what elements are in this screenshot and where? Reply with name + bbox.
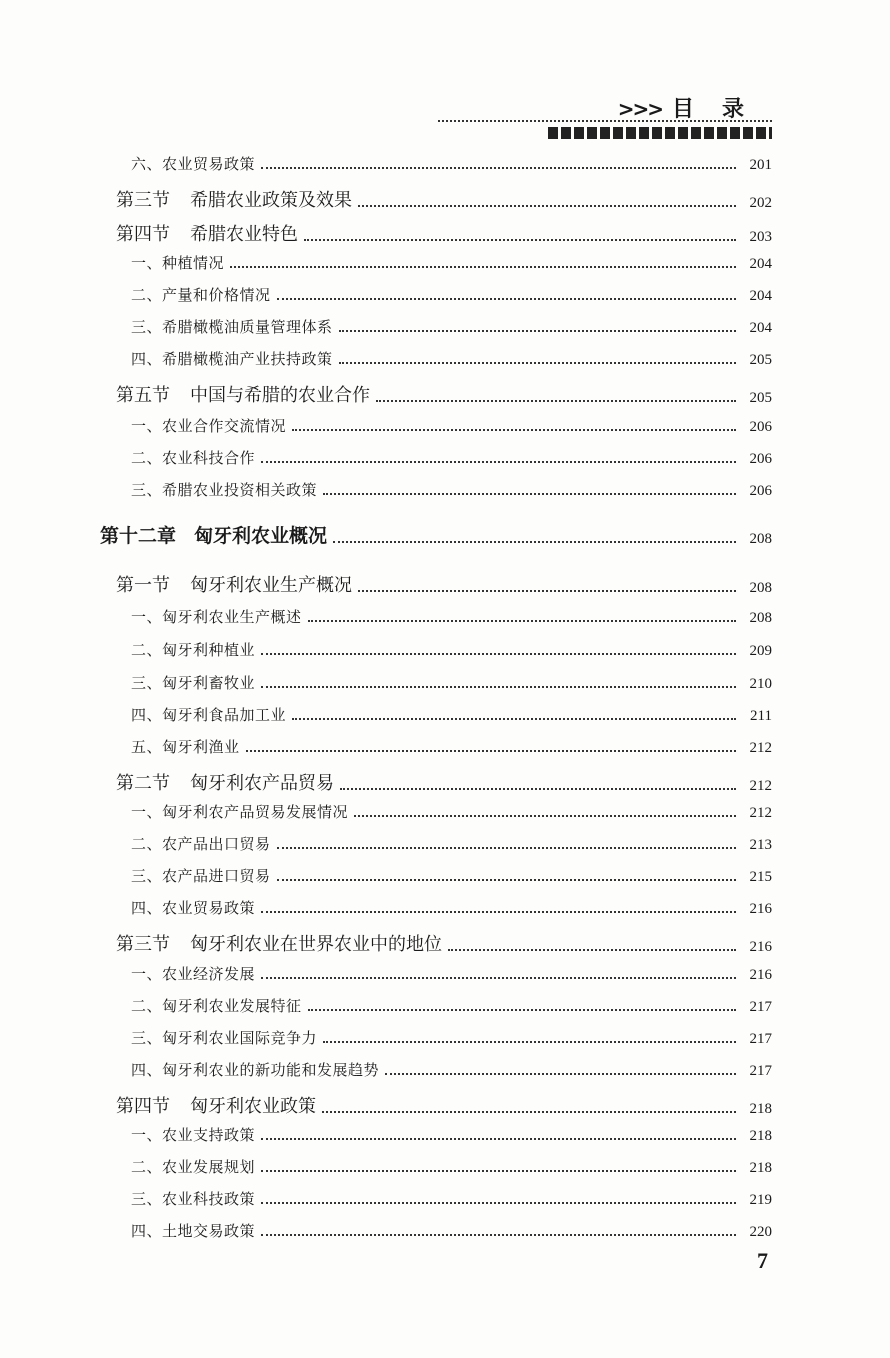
toc-item <box>0 348 890 369</box>
toc-item <box>0 1027 890 1048</box>
toc-entry-label <box>131 606 302 627</box>
toc-page-number: 217 <box>749 999 772 1015</box>
toc-page-number: 215 <box>749 869 772 885</box>
dot-leader <box>261 977 736 979</box>
toc-page-number: 204 <box>749 288 772 304</box>
toc-item <box>0 284 890 305</box>
toc-entry-title: 匈牙利农产品贸易 <box>190 773 334 794</box>
toc-section <box>0 186 890 212</box>
toc-entry-label <box>116 571 352 597</box>
dot-leader <box>292 429 736 431</box>
toc-page-number: 206 <box>749 451 772 467</box>
toc-entry-label <box>131 252 224 273</box>
toc-entry-label <box>131 415 286 436</box>
toc-entry-label <box>131 479 317 500</box>
toc-page-number: 212 <box>749 778 772 794</box>
toc-entry-label <box>131 1124 255 1145</box>
table-of-contents <box>0 153 890 1243</box>
toc-section <box>0 381 890 407</box>
toc-item <box>0 833 890 854</box>
header-dotted-rule <box>438 120 772 122</box>
dot-leader <box>323 1041 736 1043</box>
dot-leader <box>323 493 736 495</box>
toc-entry-title: 一、匈牙利农业生产概述 <box>131 608 302 626</box>
toc-entry-title: 三、匈牙利农业国际竞争力 <box>131 1029 318 1047</box>
dot-leader <box>277 847 736 849</box>
toc-entry-title: 希腊农业特色 <box>190 224 298 245</box>
dot-leader <box>261 653 736 655</box>
toc-page-number: 213 <box>749 837 772 853</box>
header-title: 目录 <box>671 97 772 122</box>
toc-page-number: 209 <box>749 643 772 659</box>
toc-page-number: 206 <box>749 419 772 435</box>
toc-entry-label <box>131 995 302 1016</box>
toc-entry-title: 三、希腊农业投资相关政策 <box>131 481 318 499</box>
toc-page-number: 212 <box>749 740 772 756</box>
toc-page-number: 218 <box>749 1101 772 1117</box>
toc-entry-label <box>131 447 255 468</box>
toc-item <box>0 963 890 984</box>
page-number: 7 <box>757 1248 768 1273</box>
toc-entry-title: 四、希腊橄榄油产业扶持政策 <box>131 350 333 368</box>
toc-entry-title: 二、产量和价格情况 <box>131 286 271 304</box>
dot-leader <box>333 541 736 543</box>
toc-page-number: 202 <box>749 195 772 211</box>
toc-entry-number: 第一节 <box>116 575 170 596</box>
toc-entry-title: 三、农产品进口贸易 <box>131 867 271 885</box>
toc-page-number: 216 <box>749 967 772 983</box>
toc-entry-title: 四、匈牙利农业的新功能和发展趋势 <box>131 1061 380 1079</box>
toc-page-number: 216 <box>749 901 772 917</box>
dot-leader <box>339 362 736 364</box>
toc-item <box>0 704 890 725</box>
toc-entry-label <box>131 284 271 305</box>
toc-section <box>0 930 890 956</box>
toc-item <box>0 252 890 273</box>
dot-leader <box>354 815 736 817</box>
toc-item <box>0 1156 890 1177</box>
toc-entry-number: 第四节 <box>116 224 170 245</box>
toc-entry-label <box>116 1092 316 1118</box>
toc-page-number: 206 <box>749 483 772 499</box>
dot-leader <box>358 590 736 592</box>
toc-entry-label <box>131 316 333 337</box>
toc-item <box>0 606 890 627</box>
toc-entry-number: 第三节 <box>116 934 170 955</box>
dot-leader <box>261 1234 736 1236</box>
header-block-bar <box>548 127 772 139</box>
toc-item <box>0 1220 890 1241</box>
toc-entry-number: 第四节 <box>116 1096 170 1117</box>
dot-leader <box>261 911 736 913</box>
toc-page-number: 208 <box>749 531 772 547</box>
dot-leader <box>230 266 736 268</box>
dot-leader <box>261 1202 736 1204</box>
toc-page-number: 217 <box>749 1063 772 1079</box>
toc-entry-label <box>131 348 333 369</box>
toc-entry-title: 四、农业贸易政策 <box>131 899 256 917</box>
toc-entry-label <box>116 381 370 407</box>
toc-entry-label <box>131 672 255 693</box>
toc-entry-number: 第二节 <box>116 773 170 794</box>
toc-item <box>0 447 890 468</box>
toc-entry-label <box>131 153 255 174</box>
toc-page-number: 211 <box>750 708 772 724</box>
toc-chapter <box>0 521 890 548</box>
dot-leader <box>358 205 736 207</box>
toc-entry-title: 中国与希腊的农业合作 <box>190 385 370 406</box>
toc-page-number: 218 <box>749 1128 772 1144</box>
toc-entry-title: 二、农产品出口贸易 <box>131 835 271 853</box>
toc-entry-title: 匈牙利农业生产概况 <box>190 575 352 596</box>
toc-entry-title: 一、农业经济发展 <box>131 965 256 983</box>
dot-leader <box>261 1138 736 1140</box>
toc-entry-title: 一、农业支持政策 <box>131 1126 256 1144</box>
toc-page-number: 210 <box>749 676 772 692</box>
toc-entry-title: 匈牙利农业在世界农业中的地位 <box>190 934 442 955</box>
toc-entry-title: 二、匈牙利农业发展特征 <box>131 997 302 1015</box>
toc-page-number: 219 <box>749 1192 772 1208</box>
toc-section <box>0 1092 890 1118</box>
toc-entry-label <box>131 639 255 660</box>
dot-leader <box>261 686 736 688</box>
toc-item <box>0 897 890 918</box>
toc-page-number: 218 <box>749 1160 772 1176</box>
toc-item <box>0 1188 890 1209</box>
running-header <box>618 92 772 123</box>
toc-item <box>0 153 890 174</box>
toc-entry-label <box>131 963 255 984</box>
toc-entry-label <box>116 186 352 212</box>
dot-leader <box>261 167 736 169</box>
toc-entry-number: 第三节 <box>116 190 170 211</box>
header-arrows: >>> <box>617 97 662 121</box>
toc-entry-label <box>131 1156 255 1177</box>
toc-entry-label <box>131 1220 255 1241</box>
toc-item <box>0 736 890 757</box>
toc-entry-title: 三、匈牙利畜牧业 <box>131 674 256 692</box>
toc-entry-label <box>131 833 271 854</box>
toc-entry-label <box>116 769 334 795</box>
dot-leader <box>292 718 736 720</box>
toc-entry-label <box>116 930 442 956</box>
toc-section <box>0 571 890 597</box>
toc-entry-title: 四、匈牙利食品加工业 <box>131 706 287 724</box>
dot-leader <box>339 330 736 332</box>
toc-entry-title: 二、农业发展规划 <box>131 1158 256 1176</box>
toc-page-number: 216 <box>749 939 772 955</box>
toc-page-number: 208 <box>749 580 772 596</box>
toc-item <box>0 415 890 436</box>
dot-leader <box>308 1009 736 1011</box>
toc-page-number: 205 <box>749 390 772 406</box>
dot-leader <box>277 298 736 300</box>
toc-entry-title: 六、农业贸易政策 <box>131 155 256 173</box>
toc-entry-title: 三、农业科技政策 <box>131 1190 256 1208</box>
toc-entry-title: 一、种植情况 <box>131 254 225 272</box>
toc-page-number: 220 <box>749 1224 772 1240</box>
toc-entry-label <box>131 736 240 757</box>
toc-entry-label <box>131 1188 255 1209</box>
toc-page-number: 205 <box>749 352 772 368</box>
toc-entry-title: 匈牙利农业政策 <box>190 1096 316 1117</box>
toc-page-number: 201 <box>749 157 772 173</box>
toc-section <box>0 769 890 795</box>
toc-item <box>0 672 890 693</box>
toc-page-number: 204 <box>749 256 772 272</box>
toc-page-number: 217 <box>749 1031 772 1047</box>
toc-entry-title: 一、农业合作交流情况 <box>131 417 287 435</box>
toc-item <box>0 1124 890 1145</box>
dot-leader <box>376 400 736 402</box>
dot-leader <box>340 788 736 790</box>
toc-entry-label <box>131 897 255 918</box>
dot-leader <box>277 879 736 881</box>
toc-page-number: 208 <box>749 610 772 626</box>
toc-item <box>0 479 890 500</box>
toc-entry-number: 第十二章 <box>100 525 177 547</box>
toc-entry-label <box>100 521 327 548</box>
dot-leader <box>304 239 736 241</box>
dot-leader <box>261 1170 736 1172</box>
toc-entry-title: 五、匈牙利渔业 <box>131 738 240 756</box>
toc-entry-label <box>116 220 298 246</box>
toc-entry-title: 匈牙利农业概况 <box>194 525 328 547</box>
toc-item <box>0 1059 890 1080</box>
toc-item <box>0 316 890 337</box>
toc-entry-title: 希腊农业政策及效果 <box>190 190 352 211</box>
toc-item <box>0 995 890 1016</box>
dot-leader <box>448 949 736 951</box>
toc-entry-label <box>131 801 348 822</box>
toc-page-number: 203 <box>749 229 772 245</box>
toc-entry-number: 第五节 <box>116 385 170 406</box>
dot-leader <box>308 620 736 622</box>
toc-section <box>0 220 890 246</box>
dot-leader <box>322 1111 736 1113</box>
toc-page-number: 212 <box>749 805 772 821</box>
dot-leader <box>385 1073 736 1075</box>
toc-entry-title: 一、匈牙利农产品贸易发展情况 <box>131 803 349 821</box>
toc-entry-title: 四、土地交易政策 <box>131 1222 256 1240</box>
toc-entry-title: 二、匈牙利种植业 <box>131 641 256 659</box>
toc-entry-title: 二、农业科技合作 <box>131 449 256 467</box>
toc-entry-label <box>131 704 286 725</box>
toc-item <box>0 639 890 660</box>
toc-item <box>0 801 890 822</box>
toc-entry-title: 三、希腊橄榄油质量管理体系 <box>131 318 333 336</box>
dot-leader <box>246 750 736 752</box>
toc-entry-label <box>131 865 271 886</box>
toc-item <box>0 865 890 886</box>
toc-entry-label <box>131 1059 379 1080</box>
toc-page-number: 204 <box>749 320 772 336</box>
dot-leader <box>261 461 736 463</box>
toc-entry-label <box>131 1027 317 1048</box>
